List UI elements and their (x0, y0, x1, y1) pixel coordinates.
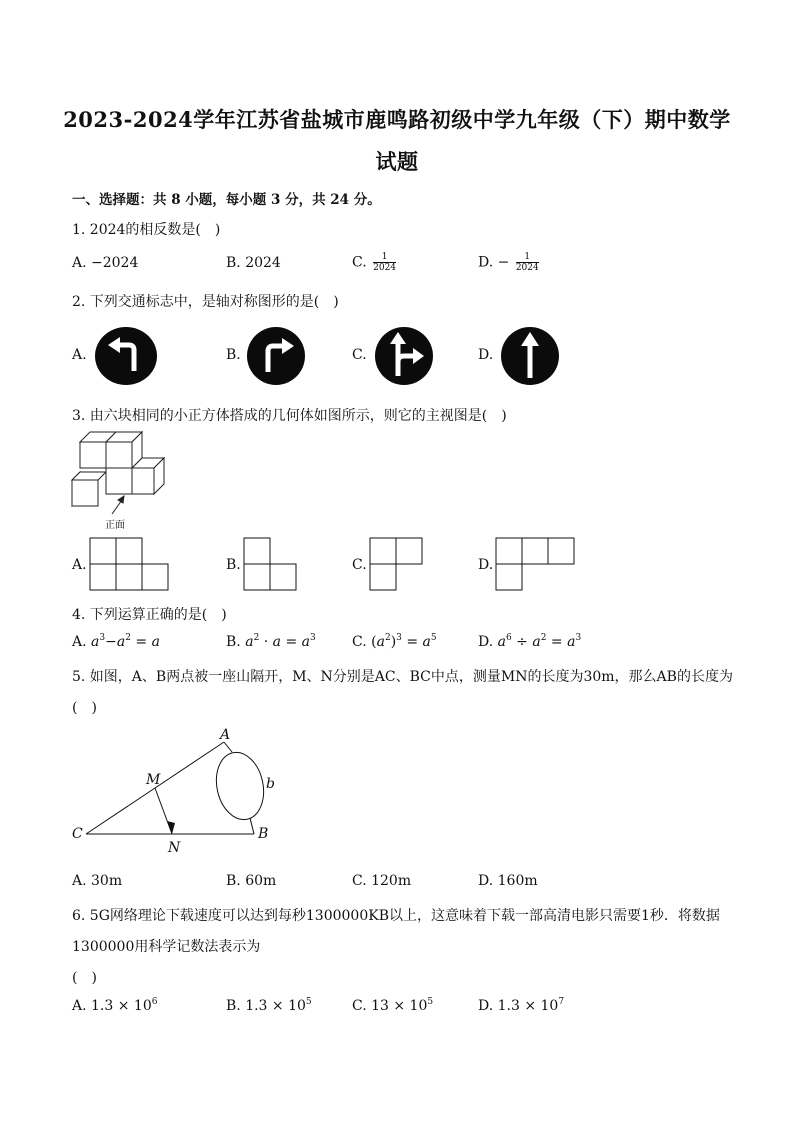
q2-option-b-label: B. (226, 347, 241, 363)
cube-solid-figure (70, 430, 170, 530)
q3-option-c-label: C. (352, 557, 367, 573)
q1-option-c-label: C. (352, 254, 367, 271)
mountain-b-label: b (266, 776, 275, 792)
q2-option-d-label: D. (478, 347, 494, 363)
point-b-label: B (258, 826, 269, 842)
q1-c-denominator: 2024 (373, 263, 397, 273)
q3-stem: 3. 由六块相同的小正方体搭成的几何体如图所示，则它的主视图是( ) (72, 408, 507, 424)
point-a-label: A (220, 727, 231, 743)
q6-stem: 6. 5G网络理论下载速度可以达到每秒1300000KB以上，这意味着下载一部高清电影只需要1秒．将数据 (72, 908, 720, 924)
q1-option-d-fraction (516, 252, 539, 273)
q3-option-a-grid (88, 536, 172, 592)
point-m-label: M (146, 772, 161, 788)
q6-stem-line2: 1300000用科学记数法表示为 (72, 939, 261, 955)
q4-option-a: A. $a^3-a^2 = a$ (72, 633, 160, 650)
q3-option-a-label: A. (72, 557, 87, 573)
q3-option-b-label: B. (226, 557, 241, 573)
q1-option-d (478, 252, 539, 273)
q2-option-a-label: A. (72, 347, 87, 363)
q5-stem-paren: ( ) (72, 700, 97, 716)
q1-option-c-fraction (373, 252, 396, 273)
q5-option-b: B. 60m (226, 873, 277, 889)
q4-option-b: B. $a^2 \cdot a = a^3$ (226, 633, 316, 650)
q4-option-b-label: B. (226, 634, 241, 650)
turn-left-sign-icon (94, 326, 158, 386)
q3-option-d-grid (494, 536, 580, 592)
q6-option-a-exponent: 6 (151, 997, 158, 1007)
q1-d-numerator: 1 (524, 252, 531, 262)
exam-title-line2: 试题 (375, 149, 419, 174)
front-view-label: 正面 (105, 520, 125, 531)
q1-option-b: B. 2024 (226, 255, 281, 271)
q5-option-c: C. 120m (352, 873, 412, 889)
q5-stem: 5. 如图，A、B两点被一座山隔开，M、N分别是AC、BC中点，测量MN的长度为30m，那么AB的长度为 (72, 669, 733, 685)
q4-option-c: C. $(a^2)^3 = a^5$ (352, 633, 437, 650)
q2-option-c-label: C. (352, 347, 367, 363)
q4-option-d-label: D. (478, 634, 494, 650)
q6-option-c (352, 998, 433, 1014)
q3-option-b-grid (242, 536, 302, 592)
q6-option-b-label: B. 1.3 × 10 (226, 998, 306, 1014)
q6-option-a (72, 998, 157, 1014)
q4-option-a-label: A. (72, 634, 87, 650)
q2-stem: 2. 下列交通标志中，是轴对称图形的是( ) (72, 294, 339, 310)
q6-stem-paren: ( ) (72, 970, 97, 986)
straight-or-right-sign-icon (374, 326, 434, 386)
q3-option-c-grid (368, 536, 428, 592)
q6-option-a-label: A. 1.3 × 10 (72, 998, 152, 1014)
q6-option-d-label: D. 1.3 × 10 (478, 998, 559, 1014)
q6-option-d-exponent: 7 (558, 997, 565, 1007)
point-c-label: C (72, 826, 83, 842)
q1-option-c (352, 252, 396, 273)
mountain-triangle-figure (66, 724, 296, 864)
q3-option-d-label: D. (478, 557, 494, 573)
q1-stem: 1. 2024的相反数是( ) (72, 222, 221, 238)
q4-option-d: D. $a^6 \div a^2 = a^3$ (478, 633, 582, 650)
section-heading: 一、选择题：共 8 小题，每小题 3 分，共 24 分。 (72, 192, 381, 208)
q4-option-c-label: C. (352, 634, 367, 650)
q1-option-a: A. −2024 (72, 255, 139, 271)
q6-option-d (478, 998, 564, 1014)
q5-option-a: A. 30m (72, 873, 123, 889)
q5-option-d: D. 160m (478, 873, 538, 889)
q1-c-numerator: 1 (381, 252, 388, 262)
q6-option-c-exponent: 5 (427, 997, 434, 1007)
q1-d-denominator: 2024 (515, 263, 539, 273)
q4-stem: 4. 下列运算正确的是( ) (72, 607, 227, 623)
q6-option-b (226, 998, 312, 1014)
turn-right-sign-icon (246, 326, 306, 386)
straight-ahead-sign-icon (500, 326, 560, 386)
exam-title-line1: 2023-2024学年江苏省盐城市鹿鸣路初级中学九年级（下）期中数学 (63, 107, 731, 132)
q6-option-b-exponent: 5 (305, 997, 312, 1007)
q6-option-c-label: C. 13 × 10 (352, 998, 428, 1014)
q1-option-d-label: D. − (478, 254, 510, 271)
point-n-label: N (168, 840, 181, 856)
